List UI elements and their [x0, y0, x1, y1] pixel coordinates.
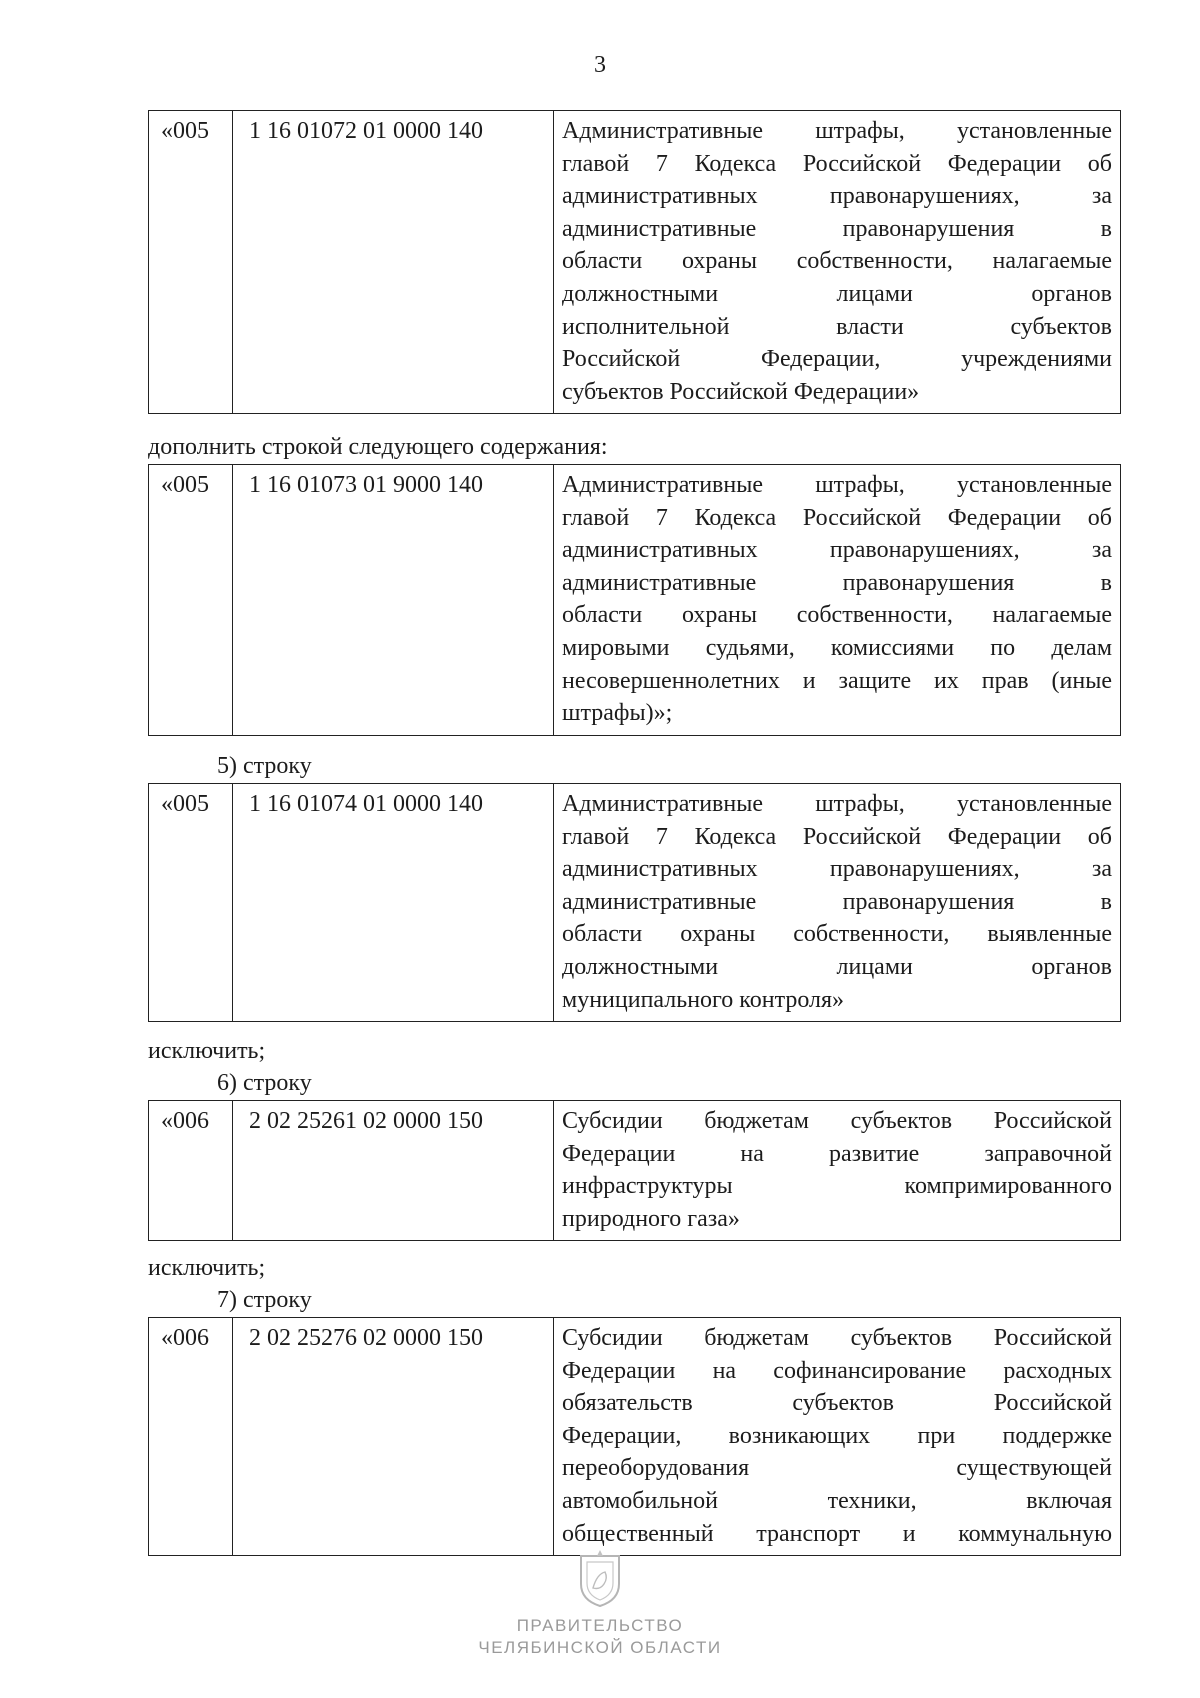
- admin-code-cell: «005: [149, 465, 233, 736]
- description-line: главой 7 Кодекса Российской Федерации об: [562, 150, 1112, 177]
- description-line: инфраструктуры компримированного: [562, 1173, 1112, 1200]
- description-line: субъектов Российской Федерации»: [562, 378, 920, 405]
- kbk-code-cell: 2 02 25261 02 0000 150: [233, 1101, 554, 1241]
- budget-code-row: [148, 783, 1121, 1022]
- government-watermark: [0, 1550, 1200, 1659]
- paragraph-item-5: 5) строку: [217, 753, 312, 779]
- description-line: области охраны собственности, налагаемые: [562, 248, 1112, 275]
- admin-code-cell: «006: [149, 1101, 233, 1241]
- description-cell: [554, 465, 1121, 736]
- description-line: административные правонарушения в: [562, 888, 1112, 915]
- description-line: Административные штрафы, установленные: [562, 472, 1112, 498]
- description-cell: [554, 784, 1121, 1022]
- paragraph-item-7: 7) строку: [217, 1287, 312, 1313]
- admin-code-cell: «006: [149, 1318, 233, 1556]
- description-line: административных правонарушениях, за: [562, 183, 1112, 210]
- description-line: несовершеннолетних и защите их прав (иные: [562, 667, 1112, 694]
- description-line: Субсидии бюджетам субъектов Российской: [562, 1108, 1112, 1134]
- budget-code-row: [148, 1100, 1121, 1241]
- kbk-code-cell: 1 16 01073 01 9000 140: [233, 465, 554, 736]
- paragraph-exclude: исключить;: [148, 1038, 266, 1064]
- kbk-code-cell: 1 16 01072 01 0000 140: [233, 111, 554, 414]
- description-cell: [554, 1101, 1121, 1241]
- budget-code-row: [148, 110, 1121, 414]
- description-line: Российской Федерации, учреждениями: [562, 346, 1112, 373]
- description-line: административных правонарушениях, за: [562, 856, 1112, 883]
- budget-code-row: [148, 464, 1121, 736]
- description-cell: [554, 1318, 1121, 1556]
- description-line: Федерации на софинансирование расходных: [562, 1357, 1112, 1384]
- description-line: Административные штрафы, установленные: [562, 791, 1112, 817]
- description-line: административные правонарушения в: [562, 215, 1112, 242]
- description-line: главой 7 Кодекса Российской Федерации об: [562, 504, 1112, 531]
- description-line: мировыми судьями, комиссиями по делам: [562, 634, 1112, 661]
- description-line: Субсидии бюджетам субъектов Российской: [562, 1325, 1112, 1351]
- paragraph-add-row: дополнить строкой следующего содержания:: [148, 434, 608, 460]
- description-line: общественный транспорт и коммунальную: [562, 1520, 1112, 1547]
- watermark-line: ЧЕЛЯБИНСКОЙ ОБЛАСТИ: [478, 1638, 722, 1657]
- description-line: обязательств субъектов Российской: [562, 1390, 1112, 1417]
- description-line: главой 7 Кодекса Российской Федерации об: [562, 823, 1112, 850]
- description-line: области охраны собственности, налагаемые: [562, 602, 1112, 629]
- description-line: муниципального контроля»: [562, 986, 845, 1013]
- description-cell: [554, 111, 1121, 414]
- kbk-code-cell: 2 02 25276 02 0000 150: [233, 1318, 554, 1556]
- paragraph-exclude: исключить;: [148, 1255, 266, 1281]
- description-line: должностными лицами органов: [562, 953, 1112, 980]
- description-line: Административные штрафы, установленные: [562, 118, 1112, 144]
- description-line: штрафы)»;: [562, 700, 673, 727]
- coat-of-arms-icon: [577, 1550, 623, 1610]
- description-line: автомобильной техники, включая: [562, 1487, 1112, 1514]
- admin-code-cell: «005: [149, 111, 233, 414]
- description-line: должностными лицами органов: [562, 280, 1112, 307]
- description-line: области охраны собственности, выявленные: [562, 921, 1112, 948]
- description-line: природного газа»: [562, 1205, 740, 1232]
- admin-code-cell: «005: [149, 784, 233, 1022]
- description-line: Федерации на развитие заправочной: [562, 1140, 1112, 1167]
- description-line: административные правонарушения в: [562, 569, 1112, 596]
- description-line: Федерации, возникающих при поддержке: [562, 1422, 1112, 1449]
- description-line: переоборудования существующей: [562, 1455, 1112, 1482]
- watermark-line: ПРАВИТЕЛЬСТВО: [516, 1616, 684, 1635]
- page-number: 3: [594, 52, 606, 78]
- kbk-code-cell: 1 16 01074 01 0000 140: [233, 784, 554, 1022]
- budget-code-row: [148, 1317, 1121, 1556]
- paragraph-item-6: 6) строку: [217, 1070, 312, 1096]
- description-line: исполнительной власти субъектов: [562, 313, 1112, 340]
- description-line: административных правонарушениях, за: [562, 537, 1112, 564]
